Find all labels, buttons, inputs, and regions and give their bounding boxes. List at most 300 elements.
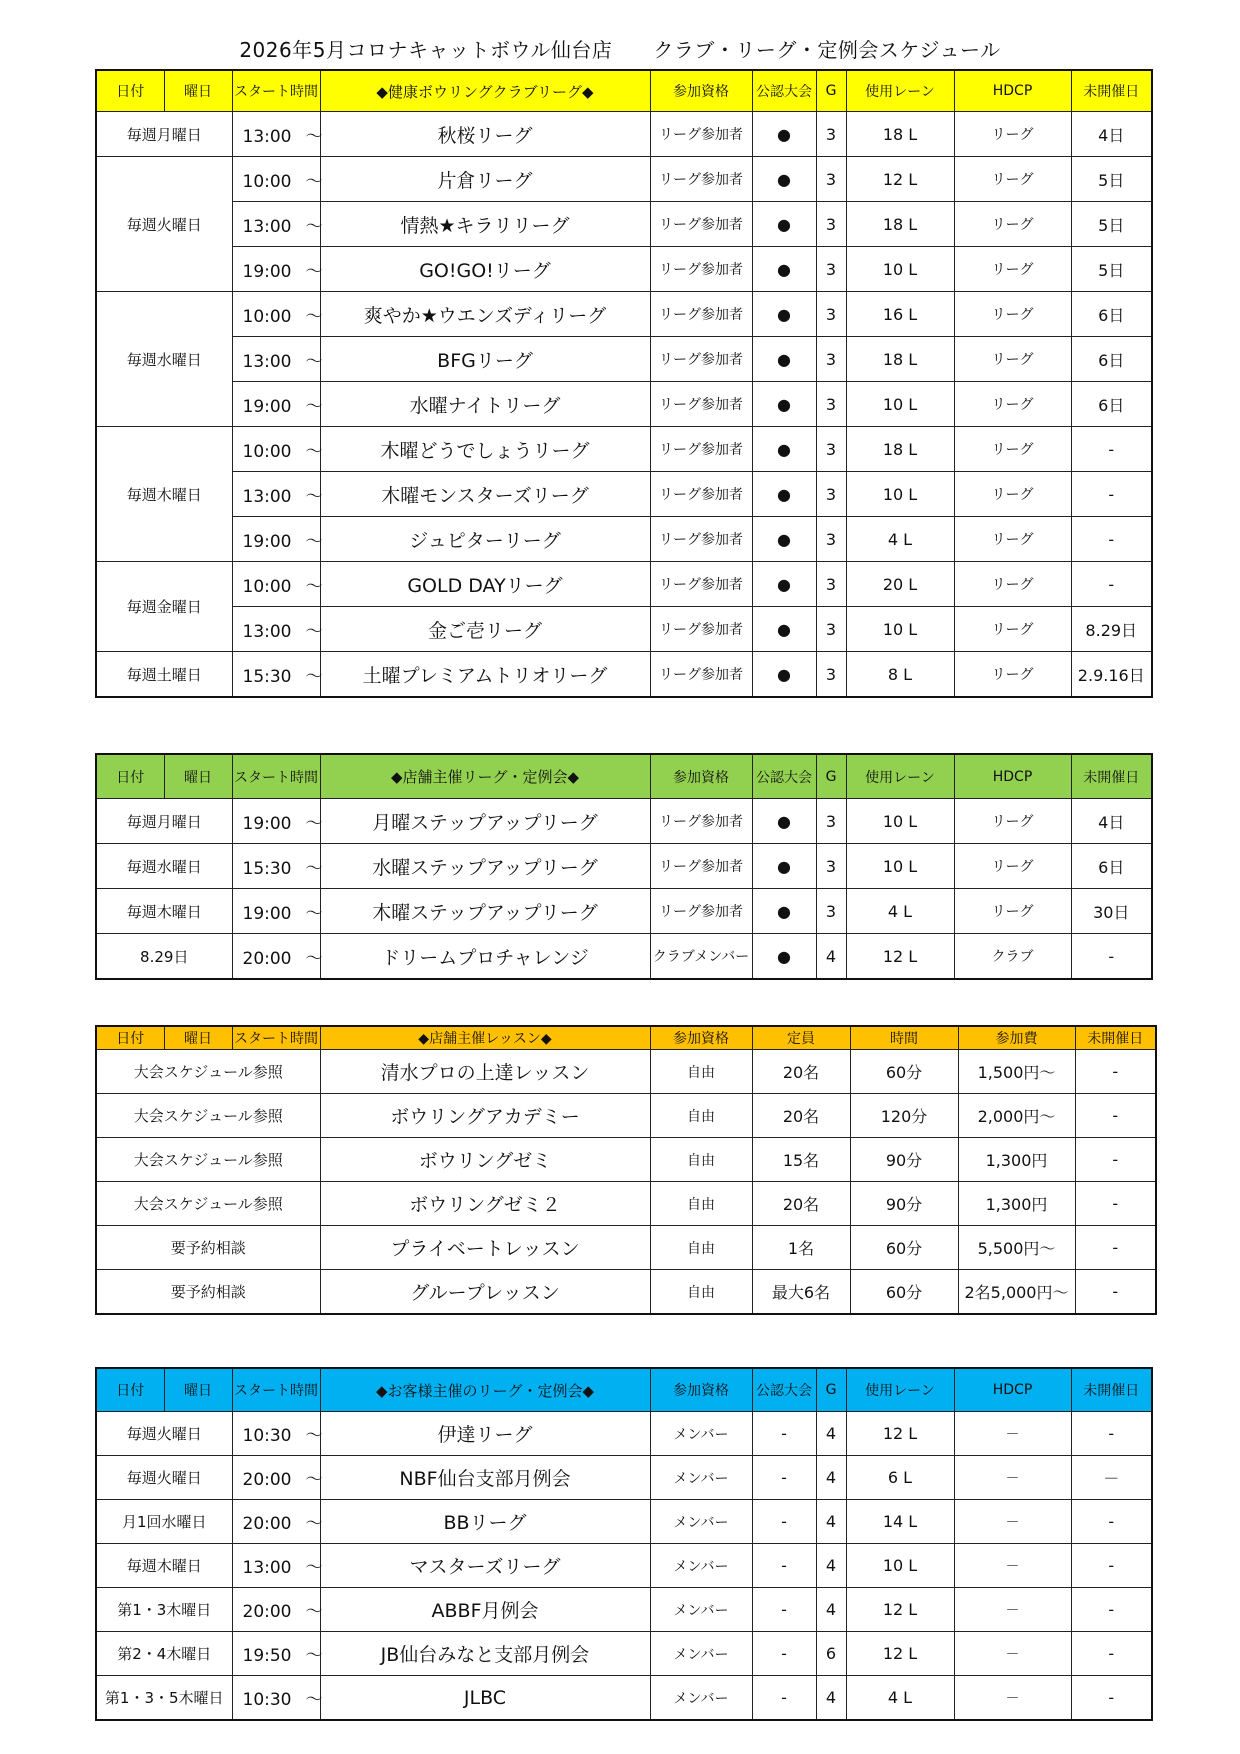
hdcp: リーグ: [954, 157, 1071, 202]
column-header: 日付: [96, 70, 164, 112]
column-header: HDCP: [954, 1368, 1071, 1412]
league-name: 片倉リーグ: [320, 157, 650, 202]
eligibility: 自由: [650, 1226, 752, 1270]
column-header: G: [816, 754, 846, 799]
games-count: 3: [816, 844, 846, 889]
games-count: 4: [816, 1588, 846, 1632]
start-time: [232, 427, 323, 472]
column-header: スタート時間: [232, 754, 320, 799]
lanes-used: 12 L: [846, 1632, 954, 1676]
eligibility: リーグ参加者: [650, 562, 752, 607]
off-days: 5日: [1071, 157, 1152, 202]
off-days: -: [1071, 1632, 1152, 1676]
column-header: 参加資格: [650, 1368, 752, 1412]
off-days: 6日: [1071, 337, 1152, 382]
health-league-table: [95, 69, 1153, 698]
league-name: JLBC: [320, 1676, 650, 1721]
off-days: 4日: [1071, 112, 1152, 157]
lanes-used: 6 L: [846, 1456, 954, 1500]
start-time: [232, 1412, 323, 1456]
table-row: [96, 517, 1152, 562]
tilde-mark: ～: [305, 306, 323, 327]
duration: 90分: [850, 1182, 958, 1226]
league-name: 水曜ステップアップリーグ: [320, 844, 650, 889]
start-time: [232, 112, 323, 157]
column-header: 時間: [850, 1026, 958, 1050]
tilde-mark: ～: [305, 396, 323, 417]
league-name: 月曜ステップアップリーグ: [320, 799, 650, 844]
column-header: HDCP: [954, 754, 1071, 799]
table-row: [96, 157, 1152, 202]
start-time-value: 13:00: [242, 486, 292, 507]
hdcp: リーグ: [954, 292, 1071, 337]
eligibility: リーグ参加者: [650, 607, 752, 652]
eligibility: メンバー: [650, 1676, 752, 1721]
column-header: G: [816, 1368, 846, 1412]
league-name: ABBF月例会: [320, 1588, 650, 1632]
schedule-cell: 要予約相談: [96, 1270, 320, 1315]
tilde-mark: ～: [305, 621, 323, 642]
eligibility: リーグ参加者: [650, 247, 752, 292]
fee: 1,500円～: [958, 1050, 1075, 1094]
column-header: 定員: [752, 1026, 850, 1050]
start-time: [232, 1632, 323, 1676]
off-days: -: [1075, 1094, 1156, 1138]
column-header: スタート時間: [232, 1368, 320, 1412]
column-header: 参加費: [958, 1026, 1075, 1050]
league-name: 水曜ナイトリーグ: [320, 382, 650, 427]
column-header: 日付: [96, 1026, 164, 1050]
weekday-cell: 毎週月曜日: [96, 112, 232, 157]
start-time-value: 20:00: [242, 948, 292, 969]
column-header: 未開催日: [1075, 1026, 1156, 1050]
table-row: [96, 382, 1152, 427]
lanes-used: 4 L: [846, 1676, 954, 1721]
games-count: 3: [816, 472, 846, 517]
table-row: [96, 1632, 1152, 1676]
header-row: [96, 1368, 1152, 1412]
hdcp: －: [954, 1456, 1071, 1500]
lanes-used: 10 L: [846, 607, 954, 652]
off-days: -: [1071, 427, 1152, 472]
tilde-mark: ～: [305, 486, 323, 507]
capacity: 15名: [752, 1138, 850, 1182]
tilde-mark: ～: [305, 1514, 323, 1534]
fee: 2,000円～: [958, 1094, 1075, 1138]
hdcp: リーグ: [954, 337, 1071, 382]
schedule-cell: 大会スケジュール参照: [96, 1182, 320, 1226]
weekday-cell: 毎週土曜日: [96, 652, 232, 698]
off-days: -: [1071, 517, 1152, 562]
lesson-name: プライベートレッスン: [320, 1226, 650, 1270]
league-name: 木曜ステップアップリーグ: [320, 889, 650, 934]
games-count: 3: [816, 607, 846, 652]
official-mark: -: [752, 1544, 816, 1588]
column-header: 使用レーン: [846, 1368, 954, 1412]
fee: 5,500円～: [958, 1226, 1075, 1270]
eligibility: 自由: [650, 1094, 752, 1138]
table-row: [96, 292, 1152, 337]
start-time: [232, 1588, 323, 1632]
off-days: -: [1075, 1050, 1156, 1094]
weekday-cell: 第1・3木曜日: [96, 1588, 232, 1632]
games-count: 3: [816, 337, 846, 382]
games-count: 3: [816, 382, 846, 427]
off-days: 2.9.16日: [1071, 652, 1152, 698]
eligibility: リーグ参加者: [650, 889, 752, 934]
eligibility: メンバー: [650, 1632, 752, 1676]
eligibility: メンバー: [650, 1588, 752, 1632]
start-time-value: 10:00: [242, 576, 292, 597]
league-name: BFGリーグ: [320, 337, 650, 382]
off-days: 6日: [1071, 382, 1152, 427]
hdcp: リーグ: [954, 562, 1071, 607]
schedule-cell: 要予約相談: [96, 1226, 320, 1270]
start-time: [232, 202, 323, 247]
column-header: 参加資格: [650, 754, 752, 799]
league-name: 金ご壱リーグ: [320, 607, 650, 652]
eligibility: メンバー: [650, 1544, 752, 1588]
fee: 1,300円: [958, 1138, 1075, 1182]
fee: 2名5,000円～: [958, 1270, 1075, 1315]
eligibility: リーグ参加者: [650, 517, 752, 562]
tilde-mark: ～: [305, 666, 323, 687]
off-days: 5日: [1071, 247, 1152, 292]
official-mark: -: [752, 1412, 816, 1456]
weekday-cell: 毎週月曜日: [96, 799, 232, 844]
official-mark: ●: [752, 157, 816, 202]
column-header: ◆店舗主催レッスン◆: [320, 1026, 650, 1050]
fee: 1,300円: [958, 1182, 1075, 1226]
start-time-value: 19:00: [242, 396, 292, 417]
eligibility: 自由: [650, 1270, 752, 1315]
column-header: ◆店舗主催リーグ・定例会◆: [320, 754, 650, 799]
off-days: -: [1075, 1226, 1156, 1270]
league-name: 伊達リーグ: [320, 1412, 650, 1456]
table-row: [96, 247, 1152, 292]
games-count: 3: [816, 247, 846, 292]
lesson-name: 清水プロの上達レッスン: [320, 1050, 650, 1094]
official-mark: ●: [752, 934, 816, 980]
eligibility: リーグ参加者: [650, 202, 752, 247]
lanes-used: 18 L: [846, 427, 954, 472]
tilde-mark: ～: [305, 126, 323, 147]
tilde-mark: ～: [305, 351, 323, 372]
official-mark: ●: [752, 844, 816, 889]
official-mark: ●: [752, 652, 816, 698]
hdcp: －: [954, 1676, 1071, 1721]
start-time-value: 13:00: [242, 216, 292, 237]
lanes-used: 10 L: [846, 799, 954, 844]
start-time-value: 10:30: [242, 1690, 292, 1710]
tilde-mark: ～: [305, 1646, 323, 1666]
lanes-used: 16 L: [846, 292, 954, 337]
lanes-used: 12 L: [846, 934, 954, 980]
lanes-used: 10 L: [846, 382, 954, 427]
table-row: [96, 1050, 1156, 1094]
official-mark: ●: [752, 427, 816, 472]
column-header: 公認大会: [752, 70, 816, 112]
tilde-mark: ～: [305, 1690, 323, 1710]
table-row: [96, 799, 1152, 844]
weekday-cell: 毎週木曜日: [96, 889, 232, 934]
hdcp: リーグ: [954, 247, 1071, 292]
customer-league-table: [95, 1367, 1153, 1721]
start-time-value: 15:30: [242, 858, 292, 879]
tilde-mark: ～: [305, 903, 323, 924]
table-row: [96, 652, 1152, 698]
start-time: [232, 1500, 323, 1544]
league-name: GO!GO!リーグ: [320, 247, 650, 292]
hdcp: リーグ: [954, 112, 1071, 157]
off-days: 4日: [1071, 799, 1152, 844]
column-header: 未開催日: [1071, 70, 1152, 112]
start-time: [232, 517, 323, 562]
official-mark: ●: [752, 112, 816, 157]
official-mark: -: [752, 1456, 816, 1500]
hdcp: リーグ: [954, 517, 1071, 562]
official-mark: ●: [752, 382, 816, 427]
league-name: 木曜どうでしょうリーグ: [320, 427, 650, 472]
lanes-used: 12 L: [846, 1588, 954, 1632]
weekday-cell: 毎週火曜日: [96, 157, 232, 292]
lanes-used: 4 L: [846, 889, 954, 934]
lanes-used: 12 L: [846, 157, 954, 202]
league-name: 木曜モンスターズリーグ: [320, 472, 650, 517]
hdcp: リーグ: [954, 889, 1071, 934]
table-row: [96, 844, 1152, 889]
official-mark: ●: [752, 607, 816, 652]
games-count: 3: [816, 292, 846, 337]
off-days: -: [1071, 1500, 1152, 1544]
start-time-value: 10:00: [242, 306, 292, 327]
games-count: 3: [816, 112, 846, 157]
eligibility: リーグ参加者: [650, 427, 752, 472]
column-header: 曜日: [164, 70, 232, 112]
eligibility: メンバー: [650, 1412, 752, 1456]
table-row: [96, 1226, 1156, 1270]
table-row: [96, 202, 1152, 247]
eligibility: 自由: [650, 1182, 752, 1226]
weekday-cell: 毎週木曜日: [96, 1544, 232, 1588]
games-count: 4: [816, 1456, 846, 1500]
column-header: 参加資格: [650, 1026, 752, 1050]
games-count: 3: [816, 157, 846, 202]
hdcp: リーグ: [954, 607, 1071, 652]
capacity: 20名: [752, 1050, 850, 1094]
league-name: 情熱★キラリリーグ: [320, 202, 650, 247]
games-count: 4: [816, 1500, 846, 1544]
off-days: -: [1071, 472, 1152, 517]
column-header: 曜日: [164, 1026, 232, 1050]
start-time-value: 19:00: [242, 531, 292, 552]
official-mark: ●: [752, 799, 816, 844]
tilde-mark: ～: [305, 531, 323, 552]
store-league-table: [95, 753, 1153, 980]
duration: 60分: [850, 1050, 958, 1094]
eligibility: リーグ参加者: [650, 472, 752, 517]
start-time: [232, 607, 323, 652]
games-count: 4: [816, 934, 846, 980]
start-time: [232, 1456, 323, 1500]
start-time-value: 10:30: [242, 1426, 292, 1446]
games-count: 3: [816, 799, 846, 844]
column-header: ◆健康ボウリングクラブリーグ◆: [320, 70, 650, 112]
tilde-mark: ～: [305, 441, 323, 462]
hdcp: －: [954, 1632, 1071, 1676]
table-row: [96, 1588, 1152, 1632]
store-lesson-table: [95, 1025, 1157, 1315]
weekday-cell: 月1回水曜日: [96, 1500, 232, 1544]
start-time: [232, 799, 323, 844]
hdcp: クラブ: [954, 934, 1071, 980]
official-mark: ●: [752, 889, 816, 934]
off-days: 6日: [1071, 844, 1152, 889]
league-name: GOLD DAYリーグ: [320, 562, 650, 607]
tilde-mark: ～: [305, 1426, 323, 1446]
league-name: JB仙台みなと支部月例会: [320, 1632, 650, 1676]
table-row: [96, 1544, 1152, 1588]
column-header: 公認大会: [752, 754, 816, 799]
lanes-used: 12 L: [846, 1412, 954, 1456]
hdcp: リーグ: [954, 202, 1071, 247]
hdcp: リーグ: [954, 844, 1071, 889]
start-time-value: 13:00: [242, 351, 292, 372]
table-row: [96, 562, 1152, 607]
hdcp: －: [954, 1588, 1071, 1632]
start-time-value: 20:00: [242, 1470, 292, 1490]
schedule-cell: 大会スケジュール参照: [96, 1138, 320, 1182]
schedule-cell: 大会スケジュール参照: [96, 1050, 320, 1094]
off-days: 30日: [1071, 889, 1152, 934]
table-row: [96, 1456, 1152, 1500]
official-mark: ●: [752, 292, 816, 337]
games-count: 3: [816, 562, 846, 607]
table-row: [96, 337, 1152, 382]
league-name: NBF仙台支部月例会: [320, 1456, 650, 1500]
official-mark: ●: [752, 247, 816, 292]
capacity: 20名: [752, 1182, 850, 1226]
lanes-used: 18 L: [846, 337, 954, 382]
eligibility: リーグ参加者: [650, 157, 752, 202]
lanes-used: 14 L: [846, 1500, 954, 1544]
league-name: 爽やか★ウエンズディリーグ: [320, 292, 650, 337]
tilde-mark: ～: [305, 813, 323, 834]
games-count: 3: [816, 427, 846, 472]
column-header: 日付: [96, 1368, 164, 1412]
eligibility: メンバー: [650, 1456, 752, 1500]
eligibility: リーグ参加者: [650, 112, 752, 157]
tilde-mark: ～: [305, 171, 323, 192]
table-row: [96, 1182, 1156, 1226]
off-days: 8.29日: [1071, 607, 1152, 652]
eligibility: リーグ参加者: [650, 799, 752, 844]
header-row: [96, 1026, 1156, 1050]
capacity: 最大6名: [752, 1270, 850, 1315]
off-days: -: [1075, 1138, 1156, 1182]
table-row: [96, 934, 1152, 980]
official-mark: ●: [752, 517, 816, 562]
start-time: [232, 934, 323, 980]
eligibility: リーグ参加者: [650, 337, 752, 382]
games-count: 4: [816, 1544, 846, 1588]
tilde-mark: ～: [305, 1602, 323, 1622]
hdcp: リーグ: [954, 652, 1071, 698]
official-mark: -: [752, 1500, 816, 1544]
lanes-used: 18 L: [846, 202, 954, 247]
table-row: [96, 1676, 1152, 1721]
games-count: 3: [816, 652, 846, 698]
column-header: 使用レーン: [846, 70, 954, 112]
tilde-mark: ～: [305, 858, 323, 879]
column-header: 未開催日: [1071, 1368, 1152, 1412]
off-days: -: [1071, 1412, 1152, 1456]
eligibility: リーグ参加者: [650, 652, 752, 698]
start-time-value: 20:00: [242, 1602, 292, 1622]
table-row: [96, 607, 1152, 652]
start-time-value: 19:00: [242, 903, 292, 924]
weekday-cell: 毎週水曜日: [96, 292, 232, 427]
table-row: [96, 1412, 1152, 1456]
start-time: [232, 337, 323, 382]
official-mark: ●: [752, 562, 816, 607]
header-row: [96, 70, 1152, 112]
off-days: -: [1071, 1544, 1152, 1588]
hdcp: リーグ: [954, 427, 1071, 472]
start-time-value: 13:00: [242, 621, 292, 642]
league-name: 土曜プレミアムトリオリーグ: [320, 652, 650, 698]
games-count: 3: [816, 889, 846, 934]
lesson-name: グループレッスン: [320, 1270, 650, 1315]
start-time-value: 19:50: [242, 1646, 292, 1666]
eligibility: 自由: [650, 1050, 752, 1094]
table-row: [96, 889, 1152, 934]
column-header: スタート時間: [232, 1026, 320, 1050]
start-time-value: 13:00: [242, 1558, 292, 1578]
table-row: [96, 1270, 1156, 1315]
start-time: [232, 1676, 323, 1721]
weekday-cell: 毎週木曜日: [96, 427, 232, 562]
off-days: -: [1071, 1588, 1152, 1632]
tilde-mark: ～: [305, 1470, 323, 1490]
schedule-cell: 大会スケジュール参照: [96, 1094, 320, 1138]
start-time-value: 10:00: [242, 171, 292, 192]
eligibility: メンバー: [650, 1500, 752, 1544]
off-days: -: [1071, 562, 1152, 607]
tilde-mark: ～: [305, 948, 323, 969]
table-row: [96, 112, 1152, 157]
column-header: スタート時間: [232, 70, 320, 112]
start-time: [232, 472, 323, 517]
start-time: [232, 247, 323, 292]
start-time: [232, 889, 323, 934]
start-time-value: 15:30: [242, 666, 292, 687]
table-row: [96, 1500, 1152, 1544]
table-row: [96, 1138, 1156, 1182]
league-name: マスターズリーグ: [320, 1544, 650, 1588]
weekday-cell: 第1・3・5木曜日: [96, 1676, 232, 1721]
column-header: G: [816, 70, 846, 112]
official-mark: -: [752, 1632, 816, 1676]
hdcp: －: [954, 1500, 1071, 1544]
official-mark: -: [752, 1588, 816, 1632]
hdcp: リーグ: [954, 799, 1071, 844]
eligibility: 自由: [650, 1138, 752, 1182]
page-title: 2026年5月コロナキャットボウル仙台店 クラブ・リーグ・定例会スケジュール: [239, 38, 1001, 62]
official-mark: ●: [752, 202, 816, 247]
duration: 60分: [850, 1226, 958, 1270]
start-time-value: 19:00: [242, 261, 292, 282]
